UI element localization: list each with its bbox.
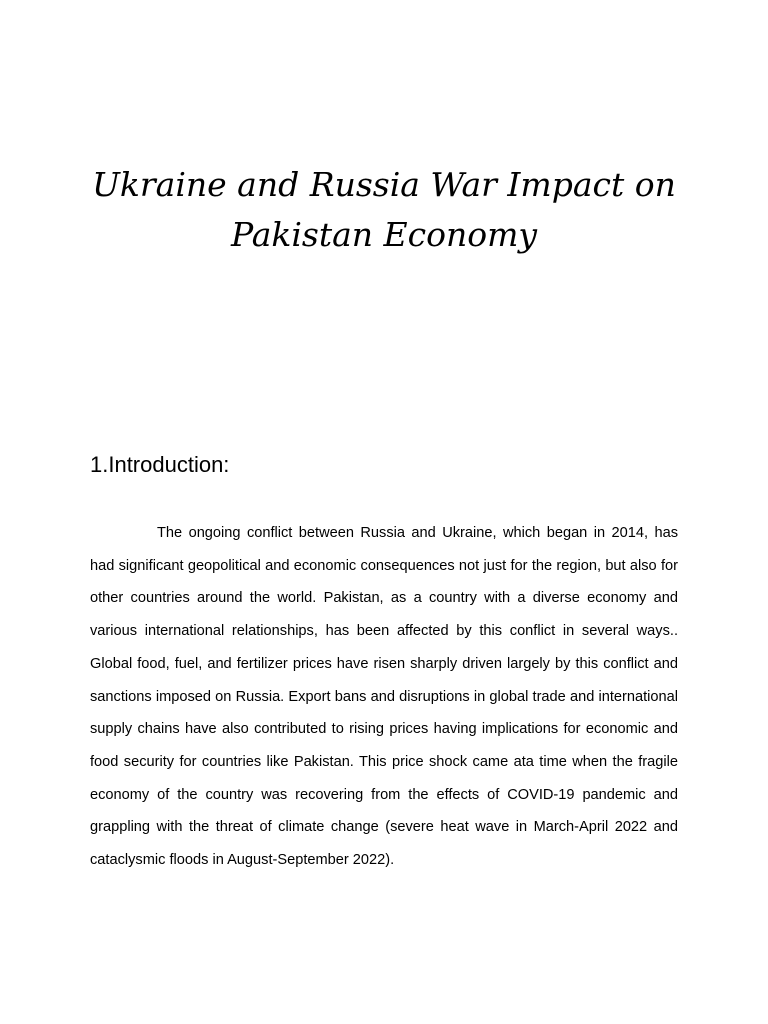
introduction-paragraph: The ongoing conflict between Russia and Ukraine, which began in 2014, has had significant geopolitical and economic consequences not just for the region, but also for other countries around the world. Pakistan, as a country with a diverse economy and various international relationships, has been affected by this conflict in several ways.. Global food, fuel, and fertilizer prices have risen sharply driven largely by this conflict and sanctions imposed on Russia. Export bans and disruptions in global trade and international supply chains have also contributed to rising prices having implications for economic and food security for countries like Pakistan. This price shock came ata time when the fragile economy of the country was recovering from the effects of COVID-19 pandemic and grappling with the threat of climate change (severe heat wave in March-April 2022 and cataclysmic floods in August-September 2022).: [90, 525, 678, 869]
document-title: Ukraine and Russia War Impact on Pakistan Economy: [92, 165, 676, 254]
section-heading-introduction: 1.Introduction:: [90, 452, 230, 477]
